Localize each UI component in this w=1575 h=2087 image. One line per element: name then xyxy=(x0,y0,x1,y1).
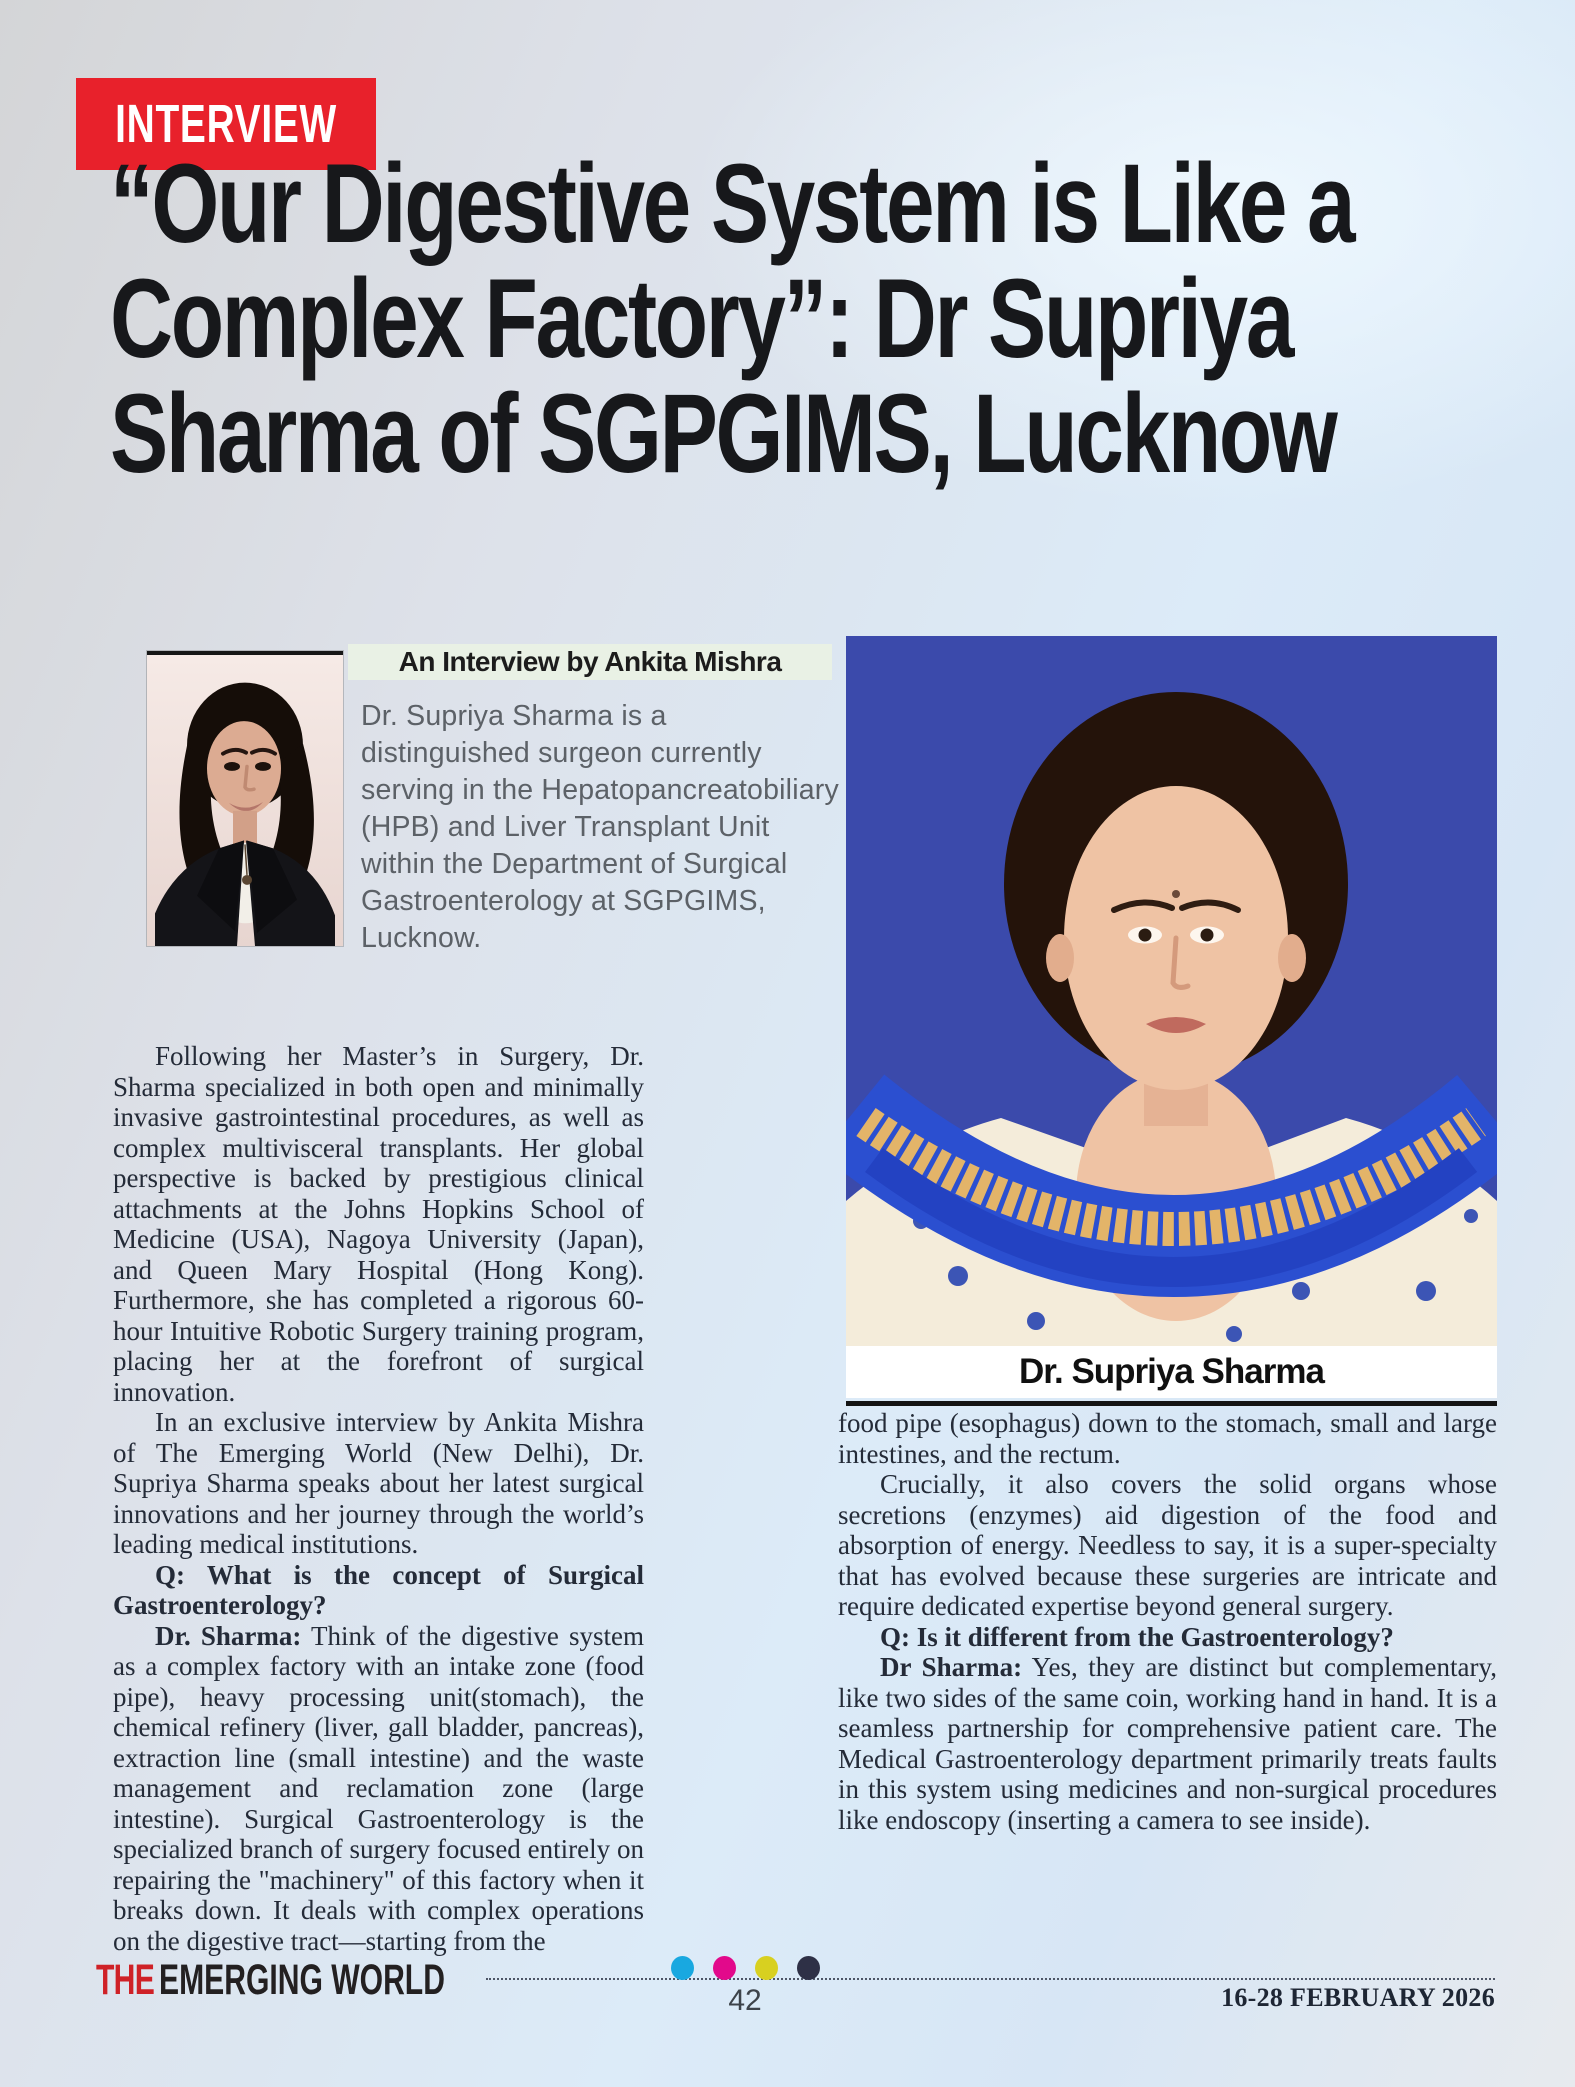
headline-line-1: “Our Digestive System is Like a xyxy=(110,141,1354,266)
footer-dotted-rule xyxy=(486,1978,1495,1980)
answer-text: Yes, they are distinct but complementary, like two sides of the same coin, working hand in hand. It is a seamless partnership for comprehensive patient care. The Medical Gastroenterology department primarily treats faults in this system using medicines and non-surgical procedures like endoscopy (inserting a camera to see inside). xyxy=(838,1652,1497,1835)
intro-text: Dr. Supriya Sharma is a distinguished surgeon currently serving in the Hepatopancreatobiliary (HPB) and Liver Transplant Unit within the Department of Surgical Gastroenterology at SGPGIMS, Lucknow. xyxy=(361,700,839,954)
question-paragraph: Q: Is it different from the Gastroenterology? xyxy=(880,1621,1394,1652)
doctor-portrait-illustration xyxy=(846,636,1497,1346)
doctor-photo xyxy=(846,636,1497,1346)
cmyk-dot-magenta-icon xyxy=(713,1956,736,1980)
answer-paragraph xyxy=(838,1652,1497,1835)
paragraph: food pipe (esophagus) down to the stomach, small and large intestines, and the rectum. xyxy=(838,1408,1497,1469)
interviewer-portrait-illustration xyxy=(147,655,343,946)
article-headline xyxy=(110,141,1483,496)
speaker-label: Dr Sharma: xyxy=(880,1652,1023,1682)
brand-the: THE xyxy=(96,1956,155,2004)
interviewer-photo xyxy=(147,651,343,946)
page-number: 42 xyxy=(728,1984,762,2017)
magazine-brand-logo xyxy=(96,1956,445,2005)
question-paragraph: Q: What is the concept of Surgical Gastroenterology? xyxy=(113,1559,644,1620)
paragraph: Following her Master’s in Surgery, Dr. Sharma specialized in both open and minimally invasive gastrointestinal procedures, as well as complex multivisceral transplants. Her global perspective is backed by prestigious clinical attachments at the Johns Hopkins School of Medicine (USA), Nagoya University (Japan), and Queen Mary Hospital (Hong Kong). Furthermore, she has completed a rigorous 60-hour Intuitive Robotic Surgery training program, placing her at the forefront of surgical innovation. xyxy=(113,1041,644,1407)
article-column-left xyxy=(113,1041,644,1956)
speaker-label: Dr. Sharma: xyxy=(155,1620,302,1651)
paragraph: In an exclusive interview by Ankita Mishra of The Emerging World (New Delhi), Dr. Supriya Sharma speaks about her latest surgical innovations and her journey through the world’s leading medical institutions. xyxy=(113,1407,644,1559)
photo-caption xyxy=(846,1346,1497,1398)
headline-line-3: Sharma of SGPGIMS, Lucknow xyxy=(110,371,1336,496)
brand-rest: EMERGING WORLD xyxy=(159,1956,445,2004)
photo-caption-rule xyxy=(846,1401,1497,1406)
cmyk-registration-dots xyxy=(671,1956,820,1980)
answer-paragraph xyxy=(113,1621,644,1957)
byline-text: An Interview by Ankita Mishra xyxy=(398,646,782,677)
paragraph: Crucially, it also covers the solid organs whose secretions (enzymes) aid digestion of the food and absorption of energy. Needless to say, it is a super-specialty that has evolved because these surgeries are intricate and require dedicated expertise beyond general surgery. xyxy=(838,1469,1497,1621)
answer-text: Think of the digestive system as a complex factory with an intake zone (food pipe), heavy processing unit(stomach), the chemical refinery (liver, gall bladder, pancreas), extraction line (small intestine) and the waste management and reclamation zone (large intestine). Surgical Gastroenterology is the specialized branch of surgery focused entirely on repairing the "machinery" of this factory when it breaks down. It deals with complex operations on the digestive tract—starting from the xyxy=(113,1620,644,1956)
headline-line-2: Complex Factory”: Dr Supriya xyxy=(110,256,1293,381)
cmyk-dot-cyan-icon xyxy=(671,1956,694,1980)
doctor-photo-block xyxy=(846,636,1497,1406)
intro-block xyxy=(147,651,839,957)
section-tag-label: INTERVIEW xyxy=(115,94,337,154)
issue-date: 16-28 FEBRUARY 2026 xyxy=(1221,1983,1495,2012)
photo-caption-text: Dr. Supriya Sharma xyxy=(1019,1352,1324,1391)
article-column-right xyxy=(838,1408,1497,1835)
cmyk-dot-black-icon xyxy=(797,1956,820,1980)
cmyk-dot-yellow-icon xyxy=(755,1956,778,1980)
